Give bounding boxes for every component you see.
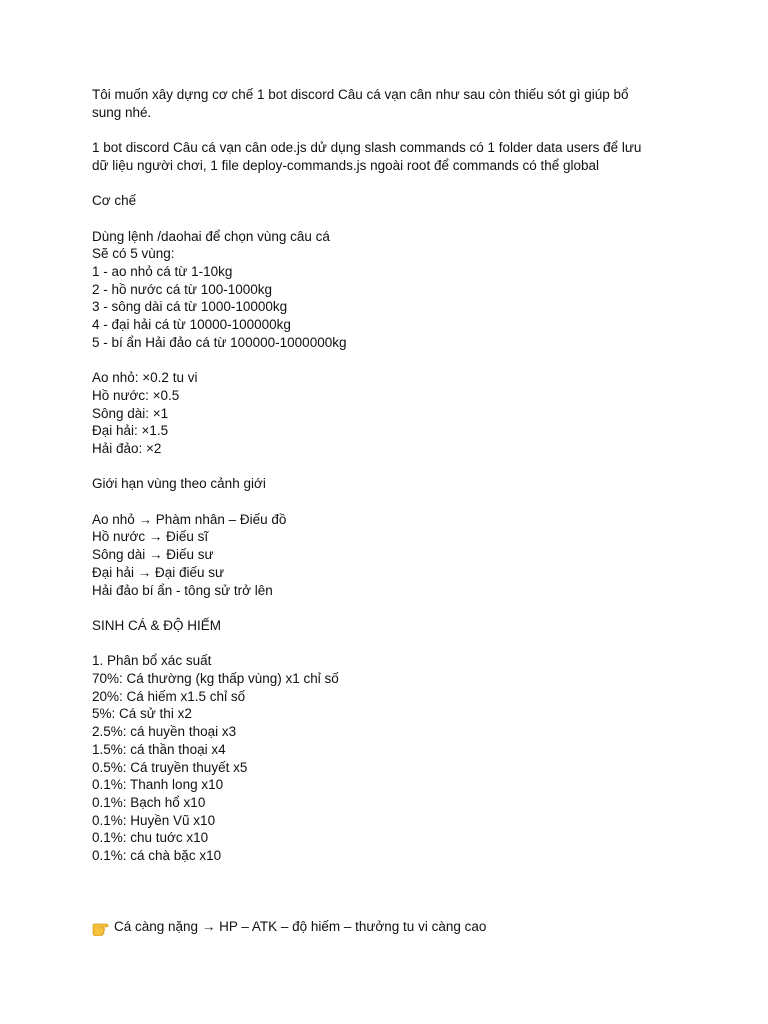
spacer bbox=[92, 599, 682, 617]
multiplier-item: Đại hải: ×1.5 bbox=[92, 423, 169, 439]
multiplier-item: Ao nhỏ: ×0.2 tu vi bbox=[92, 370, 198, 386]
rarity-item: 70%: Cá thường (kg thấp vùng) x1 chỉ số bbox=[92, 671, 339, 687]
zones-command-line: Dùng lệnh /daohai để chọn vùng câu cá bbox=[92, 228, 330, 244]
zone-item: 1 - ao nhỏ cá từ 1-10kg bbox=[92, 263, 233, 279]
intro-line-1: Tôi muốn xây dựng cơ chế 1 bot discord Câu cá vạn cân như sau còn thiếu sót gì giúp bổ bbox=[92, 87, 629, 102]
rarity-item: 1.5%: cá thần thoại x4 bbox=[92, 741, 226, 757]
zone-item: 2 - hồ nước cá từ 100-1000kg bbox=[92, 281, 273, 297]
multiplier-item: Sông dài: ×1 bbox=[92, 405, 169, 421]
spacer bbox=[92, 458, 682, 476]
spacer bbox=[92, 635, 682, 653]
realm-limit-item: Hải đảo bí ẩn - tông sử trở lên bbox=[92, 582, 273, 598]
rarity-item: 20%: Cá hiếm x1.5 chỉ số bbox=[92, 688, 246, 704]
spacer bbox=[92, 175, 682, 193]
spawn-heading: SINH CÁ & ĐỘ HIẾM bbox=[92, 617, 222, 633]
intro-line-2: sung nhé. bbox=[92, 104, 152, 120]
rarity-item: 5%: Cá sử thi x2 bbox=[92, 706, 192, 722]
realm-limit-item: Hồ nước → Điếu sĩ bbox=[92, 529, 209, 545]
rarity-item: 2.5%: cá huyền thoại x3 bbox=[92, 724, 237, 740]
rarity-item: 0.1%: Bạch hổ x10 bbox=[92, 795, 206, 810]
spacer bbox=[92, 121, 682, 139]
rarity-item: 0.1%: Huyền Vũ x10 bbox=[92, 812, 216, 828]
multiplier-item: Hồ nước: ×0.5 bbox=[92, 387, 180, 403]
footer-text: Cá càng nặng → HP – ATK – độ hiếm – thưởng tu vi càng cao bbox=[114, 918, 487, 934]
pointing-hand-icon bbox=[92, 920, 112, 936]
spacer bbox=[92, 493, 682, 511]
description-line-2: dữ liệu người chơi, 1 file deploy-commands.js ngoài root để commands có thể global bbox=[92, 157, 600, 173]
realm-limit-item: Đại hải → Đại điếu sư bbox=[92, 564, 225, 580]
description-line-1: 1 bot discord Câu cá vạn cân ode.js dử dụng slash commands có 1 folder data users để lưu bbox=[92, 140, 642, 156]
rarity-item: 0.5%: Cá truyền thuyết x5 bbox=[92, 759, 248, 775]
spawn-subheading: 1. Phân bổ xác suất bbox=[92, 653, 212, 669]
spacer bbox=[92, 865, 682, 918]
realm-limit-item: Ao nhỏ → Phàm nhân – Điếu đồ bbox=[92, 511, 287, 527]
zone-item: 5 - bí ẩn Hải đảo cá từ 100000-1000000kg bbox=[92, 334, 347, 350]
realm-limit-item: Sông dài → Điếu sư bbox=[92, 547, 214, 563]
spacer bbox=[92, 210, 682, 228]
rarity-item: 0.1%: Thanh long x10 bbox=[92, 777, 224, 793]
zone-item: 3 - sông dài cá từ 1000-10000kg bbox=[92, 299, 288, 315]
rarity-item: 0.1%: cá chà bặc x10 bbox=[92, 848, 222, 864]
rarity-item: 0.1%: chu tuớc x10 bbox=[92, 830, 209, 846]
zone-item: 4 - đại hải cá từ 10000-100000kg bbox=[92, 317, 291, 333]
mechanics-heading: Cơ chế bbox=[92, 193, 137, 209]
realm-limit-heading: Giới hạn vùng theo cảnh giới bbox=[92, 476, 266, 492]
footer-line bbox=[92, 918, 682, 936]
multiplier-item: Hải đảo: ×2 bbox=[92, 441, 162, 456]
zones-count-line: Sẽ có 5 vùng: bbox=[92, 246, 175, 262]
document-page bbox=[92, 86, 682, 936]
spacer bbox=[92, 352, 682, 370]
